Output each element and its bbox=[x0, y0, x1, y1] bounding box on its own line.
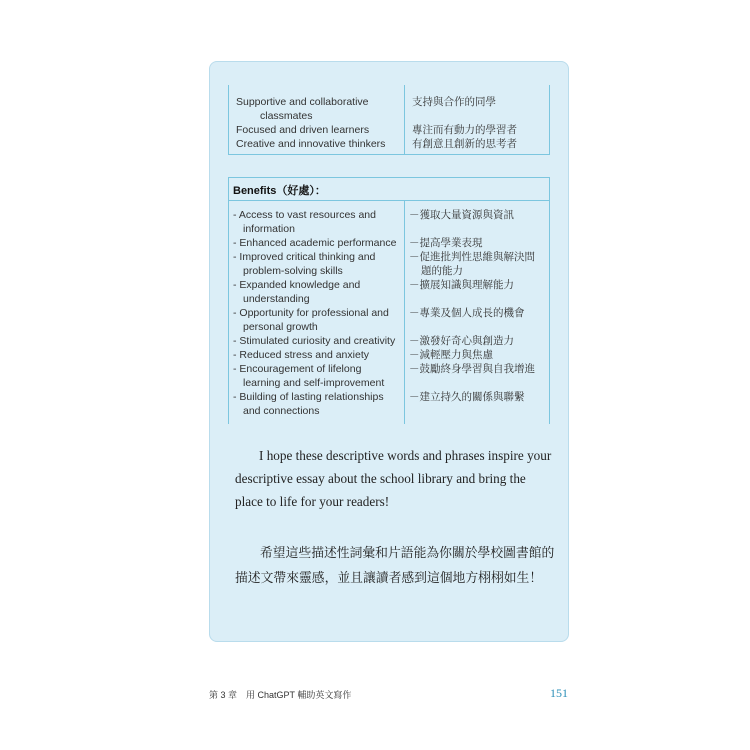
row-text: - Expanded knowledge and bbox=[233, 279, 361, 291]
table-row bbox=[233, 362, 384, 390]
row-text-cont: learning and self-improvement bbox=[243, 377, 385, 389]
row-text: - Access to vast resources and bbox=[233, 209, 376, 221]
table-row: －獲取大量資源與資訊 bbox=[409, 209, 514, 221]
row-text-cont: understanding bbox=[243, 293, 310, 305]
row-text: - Opportunity for professional and bbox=[233, 307, 389, 319]
table-row bbox=[233, 208, 376, 236]
row-text-cont: classmates bbox=[260, 110, 313, 122]
row-text: - Improved critical thinking and bbox=[233, 251, 376, 263]
table-row: －專業及個人成長的機會 bbox=[409, 307, 525, 319]
benefits-header bbox=[229, 178, 549, 201]
table-row: －提高學業表現 bbox=[409, 237, 483, 249]
benefits-heading: Benefits（好處）： bbox=[233, 185, 326, 197]
table-row: 專注而有動力的學習者 bbox=[412, 124, 517, 136]
column-divider bbox=[404, 85, 405, 154]
row-text-cont: 題的能力 bbox=[421, 265, 463, 277]
row-text: －促進批判性思維與解決問 bbox=[409, 251, 535, 263]
table-row bbox=[409, 250, 535, 278]
table-row bbox=[233, 236, 396, 250]
benefits-table bbox=[228, 177, 550, 424]
table-row bbox=[236, 95, 369, 123]
table-row bbox=[236, 137, 385, 151]
closing-paragraph-english: I hope these descriptive words and phrases inspire your descriptive essay about the school library and bring the place to life for your readers! bbox=[235, 448, 552, 509]
table-row: －減輕壓力與焦慮 bbox=[409, 349, 493, 361]
row-text: - Reduced stress and anxiety bbox=[233, 349, 369, 361]
table-row: 有創意且創新的思考者 bbox=[412, 138, 517, 150]
table-row bbox=[233, 250, 375, 278]
row-text: - Enhanced academic performance bbox=[233, 237, 397, 249]
table-row: －激發好奇心與創造力 bbox=[409, 335, 514, 347]
table-row: －擴展知識與理解能力 bbox=[409, 279, 514, 291]
row-text-cont: information bbox=[243, 223, 295, 235]
table-row: 支持與合作的同學 bbox=[412, 96, 496, 108]
vocabulary-table bbox=[228, 85, 550, 155]
table-row bbox=[233, 334, 395, 348]
table-row bbox=[233, 390, 384, 418]
row-text-cont: problem-solving skills bbox=[243, 265, 343, 277]
row-text-cont: and connections bbox=[243, 405, 320, 417]
table-row bbox=[236, 123, 369, 137]
row-text: Focused and driven learners bbox=[236, 124, 370, 136]
table-row bbox=[233, 348, 369, 362]
closing-paragraph-chinese: 希望這些描述性詞彙和片語能為你關於學校圖書館的描述文帶來靈感，並且讓讀者感到這個地方栩栩如生！ bbox=[235, 545, 555, 585]
table-row: －鼓勵終身學習與自我增進 bbox=[409, 363, 535, 375]
row-text: Supportive and collaborative bbox=[236, 96, 369, 108]
table-row bbox=[233, 278, 360, 306]
table-row bbox=[233, 306, 389, 334]
row-text: - Encouragement of lifelong bbox=[233, 363, 362, 375]
row-text: - Stimulated curiosity and creativity bbox=[233, 335, 396, 347]
chapter-footer: 第 3 章 用 ChatGPT 輔助英文寫作 bbox=[209, 690, 352, 700]
table-row: －建立持久的關係與聯繫 bbox=[409, 391, 525, 403]
row-text: Creative and innovative thinkers bbox=[236, 138, 386, 150]
row-text: - Building of lasting relationships bbox=[233, 391, 384, 403]
row-text-cont: personal growth bbox=[243, 321, 318, 333]
page-number: 151 bbox=[550, 686, 568, 700]
column-divider bbox=[404, 200, 405, 424]
